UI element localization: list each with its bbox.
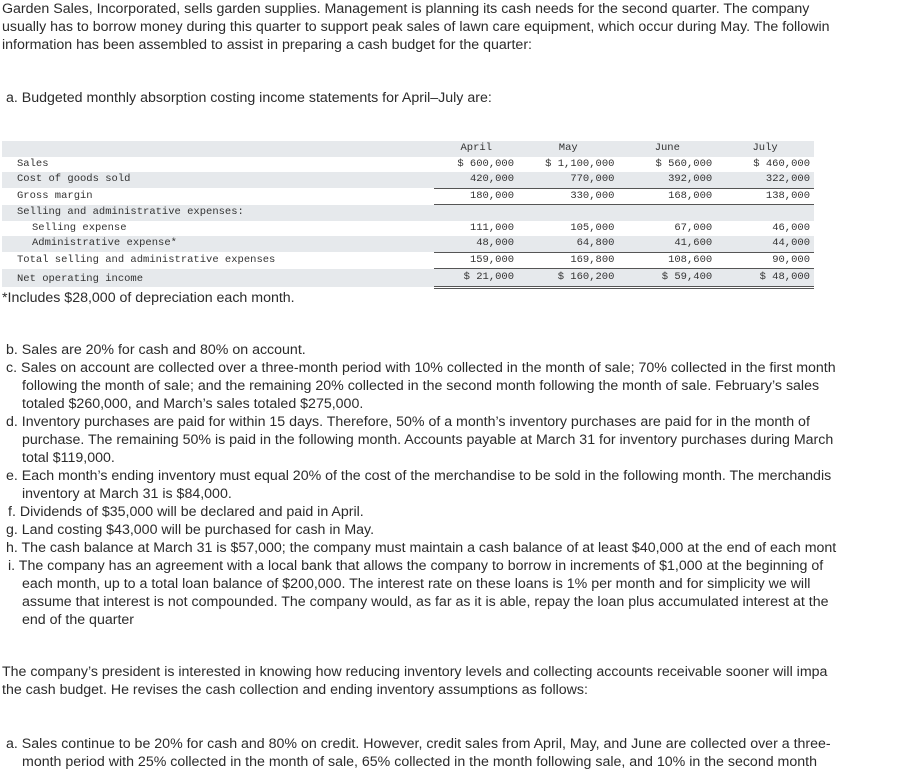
cell: 64,800	[518, 236, 618, 252]
table-header-row	[2, 141, 814, 157]
row-label: Administrative expense*	[2, 236, 434, 252]
cell: 159,000	[434, 252, 518, 269]
table-row	[2, 221, 814, 237]
item-c-line: following the month of sale; and the remaining 20% collected in the second month following the month of sale. February’s sales	[22, 378, 820, 394]
item-i	[8, 557, 829, 629]
cell: 168,000	[618, 188, 716, 205]
item-g: g. Land costing $43,000 will be purchased for cash in May.	[6, 522, 375, 538]
cell: 169,800	[518, 252, 618, 269]
intro-line: information has been assembled to assist in preparing a cash budget for the quarter:	[2, 37, 532, 53]
row-label: Cost of goods sold	[2, 172, 434, 188]
cell: 180,000	[434, 188, 518, 205]
row-label: Selling expense	[32, 221, 127, 234]
cell: $ 1,100,000	[545, 157, 615, 170]
item-b: b. Sales are 20% for cash and 80% on account.	[6, 342, 306, 358]
item-d-line: d. Inventory purchases are paid for within 15 days. Therefore, 50% of a month’s inventory purchases are paid for in the month of	[6, 414, 810, 430]
cell: 48,000	[434, 236, 518, 252]
cell: 322,000	[716, 172, 814, 188]
row-label: Sales	[17, 157, 49, 170]
cell: 90,000	[716, 252, 814, 269]
month-header: April	[434, 141, 518, 157]
cell: 330,000	[518, 188, 618, 205]
item-i-line: each month, up to a total loan balance of $200,000. The interest rate on these loans is 1% per month and for simplicity we will	[22, 576, 811, 592]
cell: 392,000	[618, 172, 716, 188]
table-row	[2, 157, 814, 173]
table-row	[2, 205, 814, 221]
item-c-line: c. Sales on account are collected over a three-month period with 10% collected in the month of sale; 70% collected in the first month	[6, 360, 836, 376]
intro-line: Garden Sales, Incorporated, sells garden supplies. Management is planning its cash needs for the second quarter. The company	[2, 1, 810, 17]
item-d-line: total $119,000.	[22, 450, 115, 466]
item-e-line: e. Each month’s ending inventory must equal 20% of the cost of the merchandise to be sold in the following month. The merchandis	[6, 468, 832, 484]
item-i-line: i. The company has an agreement with a local bank that allows the company to borrow in increments of $1,000 at the beginning of	[8, 558, 824, 574]
cell: $ 59,400	[618, 269, 716, 288]
president-line: The company’s president is interested in knowing how reducing inventory levels and collecting accounts receivable sooner will impa	[2, 664, 828, 680]
income-statement-table	[2, 141, 814, 289]
cell: 420,000	[434, 172, 518, 188]
cell: $ 160,200	[518, 269, 618, 288]
month-header: June	[618, 141, 716, 157]
cell: 67,000	[674, 221, 713, 234]
cell: 108,600	[618, 252, 716, 269]
cell: 105,000	[570, 221, 615, 234]
item-c	[6, 359, 836, 413]
table-row	[2, 269, 814, 288]
cell: 138,000	[716, 188, 814, 205]
item-e-line: inventory at March 31 is $84,000.	[22, 486, 232, 502]
president-paragraph	[2, 663, 827, 699]
revised-a-line: month period with 25% collected in the month of sale, 65% collected in the month following sale, and 10% in the second month	[22, 754, 817, 770]
cell: $ 560,000	[655, 157, 713, 170]
footnote: *Includes $28,000 of depreciation each month.	[2, 290, 295, 306]
revised-a-line: a. Sales continue to be 20% for cash and 80% on credit. However, credit sales from April, May, and June are collected over a three-	[6, 736, 831, 752]
row-label: Net operating income	[2, 269, 434, 288]
cell: 770,000	[518, 172, 618, 188]
cell: 41,600	[618, 236, 716, 252]
table-row	[2, 188, 814, 205]
month-header: May	[518, 141, 618, 157]
table-row	[2, 252, 814, 269]
row-label: Gross margin	[17, 189, 93, 202]
intro-paragraph	[2, 0, 830, 54]
cell: $ 21,000	[434, 269, 518, 288]
cell: 111,000	[469, 221, 515, 234]
item-i-line: assume that interest is not compounded. The company would, as far as it is able, repay the loan plus accumulated interest at the	[22, 594, 829, 610]
table-row	[2, 172, 814, 188]
cell: $ 48,000	[716, 269, 814, 288]
row-label: Total selling and administrative expenses	[17, 253, 276, 266]
item-c-line: totaled $260,000, and March’s sales totaled $275,000.	[22, 396, 364, 412]
revised-item-a	[6, 735, 831, 771]
item-e	[6, 467, 831, 503]
month-header: July	[716, 141, 814, 157]
item-h: h. The cash balance at March 31 is $57,000; the company must maintain a cash balance of at least $40,000 at the end of each mont	[6, 540, 837, 556]
cell: 44,000	[716, 236, 814, 252]
intro-line: usually has to borrow money during this quarter to support peak sales of lawn care equipment, which occur during May. The followin	[2, 19, 830, 35]
cell: $ 460,000	[753, 157, 810, 170]
item-d	[6, 413, 833, 467]
row-label: Selling and administrative expenses:	[2, 205, 434, 221]
item-i-line: end of the quarter	[22, 612, 135, 628]
item-a: a. Budgeted monthly absorption costing income statements for April–July are:	[6, 90, 492, 106]
cell: $ 600,000	[457, 157, 515, 170]
item-d-line: purchase. The remaining 50% is paid in the following month. Accounts payable at March 31 for inventory purchases during March	[22, 432, 834, 448]
table-row	[2, 236, 814, 252]
president-line: the cash budget. He revises the cash collection and ending inventory assumptions as follows:	[2, 682, 588, 698]
item-f: f. Dividends of $35,000 will be declared and paid in April.	[8, 504, 364, 520]
cell: 46,000	[772, 221, 810, 234]
